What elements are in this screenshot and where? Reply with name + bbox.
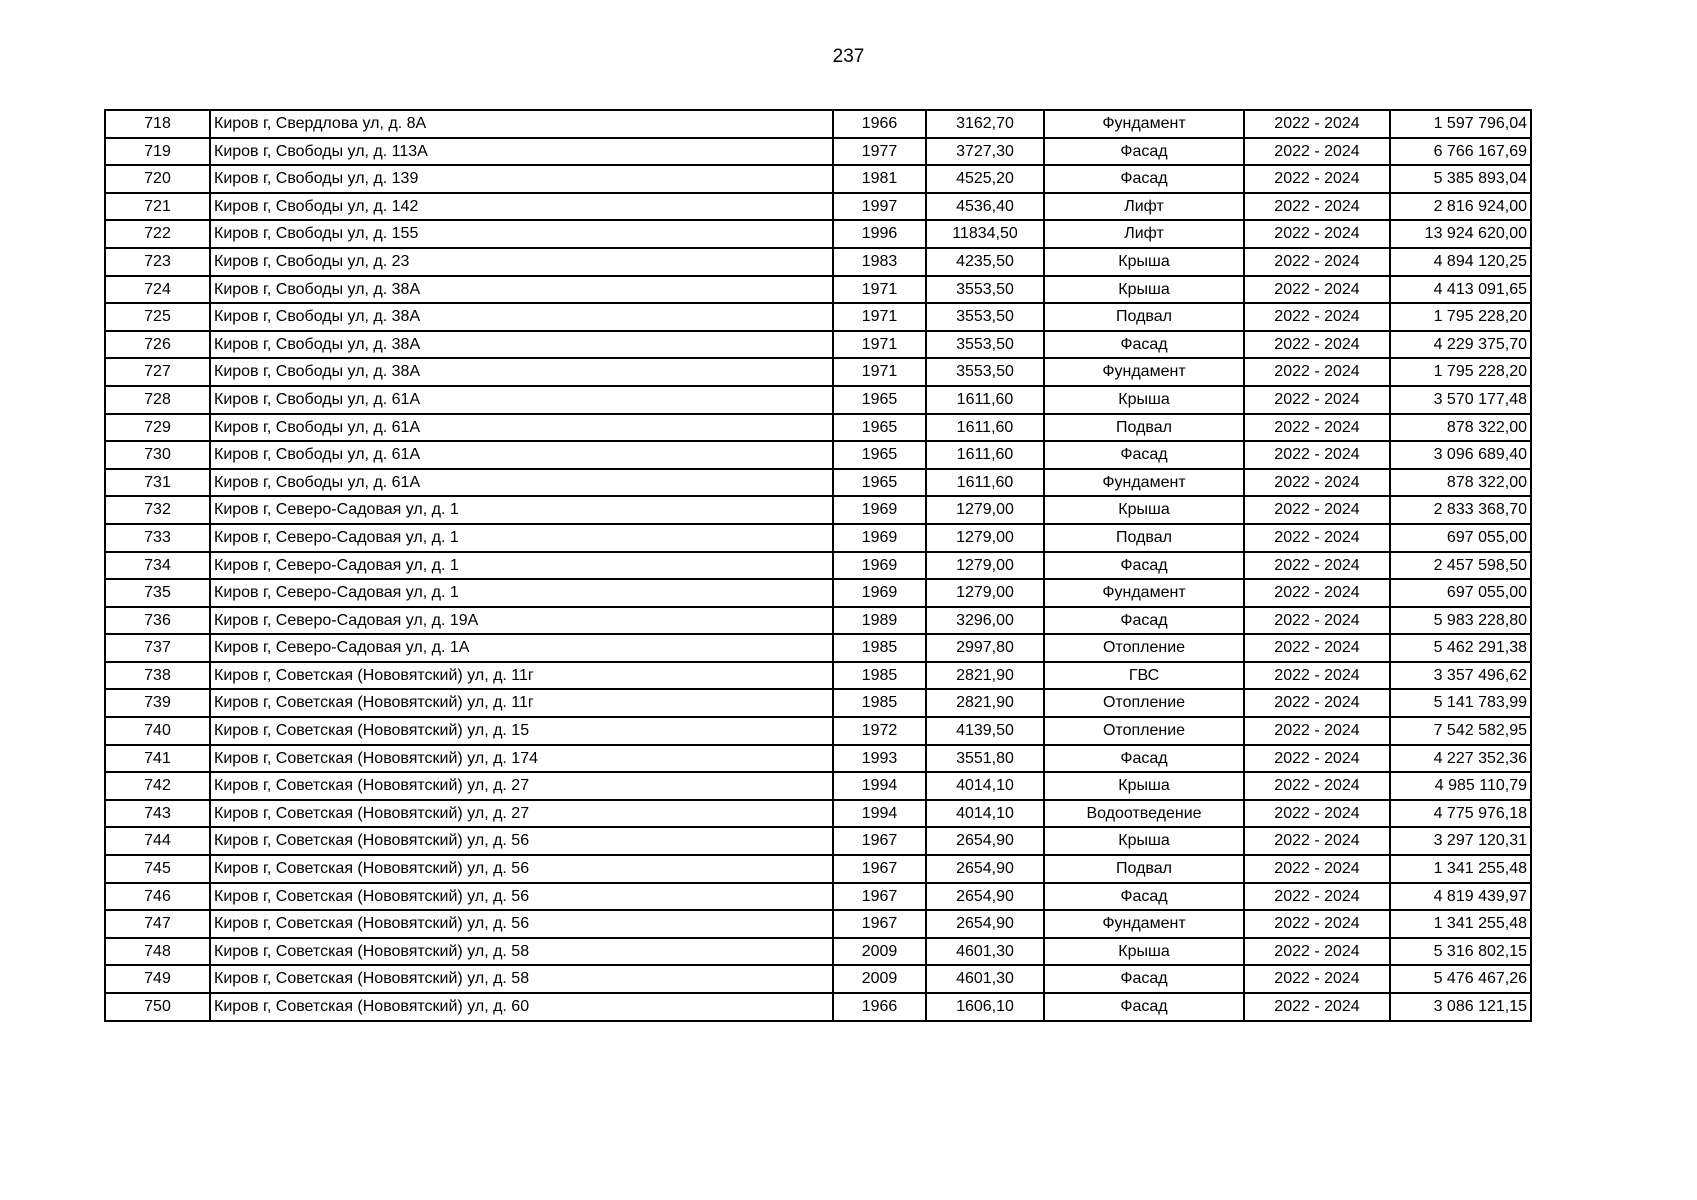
table-row xyxy=(105,110,1531,138)
address-cell: Киров г, Советская (Нововятский) ул, д. 56 xyxy=(210,883,833,911)
address-cell: Киров г, Советская (Нововятский) ул, д. 27 xyxy=(210,800,833,828)
area-cell: 2654,90 xyxy=(926,827,1044,855)
address-cell: Киров г, Советская (Нововятский) ул, д. 58 xyxy=(210,938,833,966)
row-number-cell: 737 xyxy=(105,634,210,662)
period-cell: 2022 - 2024 xyxy=(1244,772,1390,800)
address-cell: Киров г, Свободы ул, д. 61А xyxy=(210,414,833,442)
area-cell: 1606,10 xyxy=(926,993,1044,1021)
year-cell: 1971 xyxy=(833,303,926,331)
address-cell: Киров г, Северо-Садовая ул, д. 1 xyxy=(210,579,833,607)
cost-cell: 3 570 177,48 xyxy=(1390,386,1531,414)
cost-cell: 4 819 439,97 xyxy=(1390,883,1531,911)
table-row xyxy=(105,414,1531,442)
cost-cell: 4 775 976,18 xyxy=(1390,800,1531,828)
address-cell: Киров г, Свободы ул, д. 38А xyxy=(210,276,833,304)
year-cell: 1965 xyxy=(833,469,926,497)
address-cell: Киров г, Советская (Нововятский) ул, д. 27 xyxy=(210,772,833,800)
area-cell: 11834,50 xyxy=(926,220,1044,248)
table-row xyxy=(105,662,1531,690)
period-cell: 2022 - 2024 xyxy=(1244,579,1390,607)
address-cell: Киров г, Свободы ул, д. 38А xyxy=(210,303,833,331)
period-cell: 2022 - 2024 xyxy=(1244,855,1390,883)
work-type-cell: Отопление xyxy=(1044,634,1244,662)
year-cell: 1967 xyxy=(833,883,926,911)
year-cell: 1972 xyxy=(833,717,926,745)
table-row xyxy=(105,248,1531,276)
cost-cell: 1 341 255,48 xyxy=(1390,855,1531,883)
table-row xyxy=(105,552,1531,580)
year-cell: 1985 xyxy=(833,634,926,662)
work-type-cell: Фасад xyxy=(1044,165,1244,193)
cost-cell: 3 096 689,40 xyxy=(1390,441,1531,469)
cost-cell: 3 297 120,31 xyxy=(1390,827,1531,855)
period-cell: 2022 - 2024 xyxy=(1244,220,1390,248)
work-type-cell: Крыша xyxy=(1044,827,1244,855)
period-cell: 2022 - 2024 xyxy=(1244,965,1390,993)
period-cell: 2022 - 2024 xyxy=(1244,441,1390,469)
table-row xyxy=(105,276,1531,304)
area-cell: 4525,20 xyxy=(926,165,1044,193)
period-cell: 2022 - 2024 xyxy=(1244,662,1390,690)
area-cell: 1279,00 xyxy=(926,524,1044,552)
work-type-cell: Подвал xyxy=(1044,414,1244,442)
address-cell: Киров г, Свободы ул, д. 139 xyxy=(210,165,833,193)
area-cell: 3727,30 xyxy=(926,138,1044,166)
area-cell: 1611,60 xyxy=(926,469,1044,497)
area-cell: 1279,00 xyxy=(926,579,1044,607)
period-cell: 2022 - 2024 xyxy=(1244,800,1390,828)
table-row xyxy=(105,386,1531,414)
address-cell: Киров г, Свободы ул, д. 61А xyxy=(210,441,833,469)
cost-cell: 2 816 924,00 xyxy=(1390,193,1531,221)
table-row xyxy=(105,772,1531,800)
row-number-cell: 748 xyxy=(105,938,210,966)
cost-cell: 4 413 091,65 xyxy=(1390,276,1531,304)
period-cell: 2022 - 2024 xyxy=(1244,165,1390,193)
area-cell: 2654,90 xyxy=(926,910,1044,938)
work-type-cell: Фасад xyxy=(1044,745,1244,773)
row-number-cell: 723 xyxy=(105,248,210,276)
table-row xyxy=(105,303,1531,331)
cost-cell: 2 457 598,50 xyxy=(1390,552,1531,580)
work-type-cell: Фасад xyxy=(1044,993,1244,1021)
period-cell: 2022 - 2024 xyxy=(1244,276,1390,304)
year-cell: 1983 xyxy=(833,248,926,276)
cost-cell: 5 141 783,99 xyxy=(1390,689,1531,717)
year-cell: 1966 xyxy=(833,110,926,138)
row-number-cell: 739 xyxy=(105,689,210,717)
table-row xyxy=(105,800,1531,828)
work-type-cell: ГВС xyxy=(1044,662,1244,690)
work-type-cell: Крыша xyxy=(1044,386,1244,414)
year-cell: 1994 xyxy=(833,772,926,800)
address-cell: Киров г, Советская (Нововятский) ул, д. 56 xyxy=(210,910,833,938)
row-number-cell: 743 xyxy=(105,800,210,828)
work-type-cell: Крыша xyxy=(1044,248,1244,276)
table-row xyxy=(105,965,1531,993)
address-cell: Киров г, Северо-Садовая ул, д. 1 xyxy=(210,524,833,552)
period-cell: 2022 - 2024 xyxy=(1244,193,1390,221)
table-row xyxy=(105,193,1531,221)
row-number-cell: 750 xyxy=(105,993,210,1021)
page-number: 237 xyxy=(832,46,865,67)
period-cell: 2022 - 2024 xyxy=(1244,634,1390,662)
area-cell: 2821,90 xyxy=(926,662,1044,690)
row-number-cell: 725 xyxy=(105,303,210,331)
period-cell: 2022 - 2024 xyxy=(1244,910,1390,938)
period-cell: 2022 - 2024 xyxy=(1244,248,1390,276)
year-cell: 1969 xyxy=(833,524,926,552)
period-cell: 2022 - 2024 xyxy=(1244,607,1390,635)
row-number-cell: 729 xyxy=(105,414,210,442)
year-cell: 1967 xyxy=(833,910,926,938)
period-cell: 2022 - 2024 xyxy=(1244,524,1390,552)
cost-cell: 1 597 796,04 xyxy=(1390,110,1531,138)
table-row xyxy=(105,138,1531,166)
row-number-cell: 720 xyxy=(105,165,210,193)
table-row xyxy=(105,524,1531,552)
cost-cell: 5 476 467,26 xyxy=(1390,965,1531,993)
table-row xyxy=(105,717,1531,745)
area-cell: 1279,00 xyxy=(926,496,1044,524)
address-cell: Киров г, Свободы ул, д. 142 xyxy=(210,193,833,221)
work-type-cell: Подвал xyxy=(1044,303,1244,331)
table-row xyxy=(105,358,1531,386)
cost-cell: 1 341 255,48 xyxy=(1390,910,1531,938)
row-number-cell: 721 xyxy=(105,193,210,221)
area-cell: 2821,90 xyxy=(926,689,1044,717)
area-cell: 1611,60 xyxy=(926,386,1044,414)
period-cell: 2022 - 2024 xyxy=(1244,331,1390,359)
table-row xyxy=(105,827,1531,855)
work-type-cell: Водоотведение xyxy=(1044,800,1244,828)
cost-cell: 4 894 120,25 xyxy=(1390,248,1531,276)
work-type-cell: Фундамент xyxy=(1044,358,1244,386)
year-cell: 1969 xyxy=(833,552,926,580)
area-cell: 4014,10 xyxy=(926,772,1044,800)
table-row xyxy=(105,993,1531,1021)
work-type-cell: Фасад xyxy=(1044,331,1244,359)
area-cell: 3162,70 xyxy=(926,110,1044,138)
table-row xyxy=(105,220,1531,248)
row-number-cell: 741 xyxy=(105,745,210,773)
period-cell: 2022 - 2024 xyxy=(1244,469,1390,497)
work-type-cell: Крыша xyxy=(1044,772,1244,800)
year-cell: 1966 xyxy=(833,993,926,1021)
area-cell: 4536,40 xyxy=(926,193,1044,221)
table-row xyxy=(105,689,1531,717)
row-number-cell: 732 xyxy=(105,496,210,524)
table-body xyxy=(105,110,1531,1021)
period-cell: 2022 - 2024 xyxy=(1244,689,1390,717)
row-number-cell: 718 xyxy=(105,110,210,138)
row-number-cell: 731 xyxy=(105,469,210,497)
period-cell: 2022 - 2024 xyxy=(1244,358,1390,386)
area-cell: 4235,50 xyxy=(926,248,1044,276)
table-row xyxy=(105,469,1531,497)
area-cell: 3553,50 xyxy=(926,303,1044,331)
period-cell: 2022 - 2024 xyxy=(1244,386,1390,414)
work-type-cell: Фасад xyxy=(1044,607,1244,635)
row-number-cell: 745 xyxy=(105,855,210,883)
work-type-cell: Фасад xyxy=(1044,883,1244,911)
work-type-cell: Отопление xyxy=(1044,689,1244,717)
year-cell: 1985 xyxy=(833,662,926,690)
period-cell: 2022 - 2024 xyxy=(1244,496,1390,524)
address-cell: Киров г, Свободы ул, д. 38А xyxy=(210,331,833,359)
table-row xyxy=(105,883,1531,911)
row-number-cell: 722 xyxy=(105,220,210,248)
work-type-cell: Фасад xyxy=(1044,965,1244,993)
period-cell: 2022 - 2024 xyxy=(1244,414,1390,442)
area-cell: 3551,80 xyxy=(926,745,1044,773)
work-type-cell: Фасад xyxy=(1044,552,1244,580)
address-cell: Киров г, Северо-Садовая ул, д. 1А xyxy=(210,634,833,662)
cost-cell: 1 795 228,20 xyxy=(1390,303,1531,331)
work-type-cell: Фундамент xyxy=(1044,469,1244,497)
area-cell: 4014,10 xyxy=(926,800,1044,828)
address-cell: Киров г, Свободы ул, д. 155 xyxy=(210,220,833,248)
table-row xyxy=(105,910,1531,938)
row-number-cell: 735 xyxy=(105,579,210,607)
cost-cell: 5 462 291,38 xyxy=(1390,634,1531,662)
table-row xyxy=(105,855,1531,883)
work-type-cell: Крыша xyxy=(1044,496,1244,524)
area-cell: 1611,60 xyxy=(926,441,1044,469)
period-cell: 2022 - 2024 xyxy=(1244,303,1390,331)
address-cell: Киров г, Советская (Нововятский) ул, д. 58 xyxy=(210,965,833,993)
period-cell: 2022 - 2024 xyxy=(1244,993,1390,1021)
period-cell: 2022 - 2024 xyxy=(1244,717,1390,745)
work-type-cell: Крыша xyxy=(1044,276,1244,304)
address-cell: Киров г, Советская (Нововятский) ул, д. 11г xyxy=(210,662,833,690)
cost-cell: 878 322,00 xyxy=(1390,414,1531,442)
work-type-cell: Фасад xyxy=(1044,441,1244,469)
table-row xyxy=(105,607,1531,635)
period-cell: 2022 - 2024 xyxy=(1244,110,1390,138)
address-cell: Киров г, Свободы ул, д. 61А xyxy=(210,469,833,497)
table-row xyxy=(105,331,1531,359)
year-cell: 1981 xyxy=(833,165,926,193)
area-cell: 1611,60 xyxy=(926,414,1044,442)
work-type-cell: Фундамент xyxy=(1044,910,1244,938)
area-cell: 3553,50 xyxy=(926,276,1044,304)
period-cell: 2022 - 2024 xyxy=(1244,138,1390,166)
row-number-cell: 746 xyxy=(105,883,210,911)
cost-cell: 697 055,00 xyxy=(1390,579,1531,607)
row-number-cell: 726 xyxy=(105,331,210,359)
table-row xyxy=(105,634,1531,662)
year-cell: 1965 xyxy=(833,414,926,442)
area-cell: 3296,00 xyxy=(926,607,1044,635)
area-cell: 2654,90 xyxy=(926,883,1044,911)
area-cell: 2997,80 xyxy=(926,634,1044,662)
row-number-cell: 719 xyxy=(105,138,210,166)
table-row xyxy=(105,496,1531,524)
cost-cell: 878 322,00 xyxy=(1390,469,1531,497)
address-cell: Киров г, Советская (Нововятский) ул, д. 56 xyxy=(210,827,833,855)
address-cell: Киров г, Свободы ул, д. 23 xyxy=(210,248,833,276)
address-cell: Киров г, Северо-Садовая ул, д. 19А xyxy=(210,607,833,635)
row-number-cell: 744 xyxy=(105,827,210,855)
cost-cell: 4 227 352,36 xyxy=(1390,745,1531,773)
period-cell: 2022 - 2024 xyxy=(1244,827,1390,855)
area-cell: 3553,50 xyxy=(926,331,1044,359)
row-number-cell: 736 xyxy=(105,607,210,635)
period-cell: 2022 - 2024 xyxy=(1244,938,1390,966)
address-cell: Киров г, Советская (Нововятский) ул, д. 56 xyxy=(210,855,833,883)
area-cell: 4601,30 xyxy=(926,938,1044,966)
area-cell: 4139,50 xyxy=(926,717,1044,745)
table-row xyxy=(105,938,1531,966)
work-type-cell: Фундамент xyxy=(1044,579,1244,607)
year-cell: 1993 xyxy=(833,745,926,773)
year-cell: 1977 xyxy=(833,138,926,166)
work-type-cell: Подвал xyxy=(1044,855,1244,883)
row-number-cell: 734 xyxy=(105,552,210,580)
work-type-cell: Отопление xyxy=(1044,717,1244,745)
period-cell: 2022 - 2024 xyxy=(1244,552,1390,580)
year-cell: 2009 xyxy=(833,938,926,966)
year-cell: 1969 xyxy=(833,496,926,524)
cost-cell: 697 055,00 xyxy=(1390,524,1531,552)
repair-register-table xyxy=(104,109,1532,1022)
row-number-cell: 749 xyxy=(105,965,210,993)
row-number-cell: 727 xyxy=(105,358,210,386)
period-cell: 2022 - 2024 xyxy=(1244,883,1390,911)
row-number-cell: 740 xyxy=(105,717,210,745)
table-row xyxy=(105,441,1531,469)
work-type-cell: Крыша xyxy=(1044,938,1244,966)
address-cell: Киров г, Советская (Нововятский) ул, д. 174 xyxy=(210,745,833,773)
row-number-cell: 730 xyxy=(105,441,210,469)
address-cell: Киров г, Свободы ул, д. 113А xyxy=(210,138,833,166)
cost-cell: 4 985 110,79 xyxy=(1390,772,1531,800)
work-type-cell: Фундамент xyxy=(1044,110,1244,138)
work-type-cell: Лифт xyxy=(1044,193,1244,221)
cost-cell: 13 924 620,00 xyxy=(1390,220,1531,248)
row-number-cell: 738 xyxy=(105,662,210,690)
address-cell: Киров г, Советская (Нововятский) ул, д. 60 xyxy=(210,993,833,1021)
table-row xyxy=(105,579,1531,607)
cost-cell: 3 357 496,62 xyxy=(1390,662,1531,690)
year-cell: 1965 xyxy=(833,386,926,414)
year-cell: 1967 xyxy=(833,855,926,883)
year-cell: 1989 xyxy=(833,607,926,635)
address-cell: Киров г, Северо-Садовая ул, д. 1 xyxy=(210,552,833,580)
area-cell: 2654,90 xyxy=(926,855,1044,883)
cost-cell: 5 385 893,04 xyxy=(1390,165,1531,193)
row-number-cell: 724 xyxy=(105,276,210,304)
year-cell: 2009 xyxy=(833,965,926,993)
address-cell: Киров г, Свободы ул, д. 61А xyxy=(210,386,833,414)
row-number-cell: 747 xyxy=(105,910,210,938)
work-type-cell: Фасад xyxy=(1044,138,1244,166)
address-cell: Киров г, Северо-Садовая ул, д. 1 xyxy=(210,496,833,524)
period-cell: 2022 - 2024 xyxy=(1244,745,1390,773)
row-number-cell: 742 xyxy=(105,772,210,800)
cost-cell: 7 542 582,95 xyxy=(1390,717,1531,745)
year-cell: 1965 xyxy=(833,441,926,469)
year-cell: 1967 xyxy=(833,827,926,855)
cost-cell: 3 086 121,15 xyxy=(1390,993,1531,1021)
cost-cell: 4 229 375,70 xyxy=(1390,331,1531,359)
area-cell: 1279,00 xyxy=(926,552,1044,580)
year-cell: 1985 xyxy=(833,689,926,717)
address-cell: Киров г, Свердлова ул, д. 8А xyxy=(210,110,833,138)
table-row xyxy=(105,745,1531,773)
year-cell: 1996 xyxy=(833,220,926,248)
address-cell: Киров г, Советская (Нововятский) ул, д. 15 xyxy=(210,717,833,745)
year-cell: 1971 xyxy=(833,358,926,386)
year-cell: 1971 xyxy=(833,276,926,304)
work-type-cell: Подвал xyxy=(1044,524,1244,552)
row-number-cell: 728 xyxy=(105,386,210,414)
year-cell: 1971 xyxy=(833,331,926,359)
year-cell: 1994 xyxy=(833,800,926,828)
area-cell: 4601,30 xyxy=(926,965,1044,993)
cost-cell: 5 316 802,15 xyxy=(1390,938,1531,966)
cost-cell: 1 795 228,20 xyxy=(1390,358,1531,386)
row-number-cell: 733 xyxy=(105,524,210,552)
cost-cell: 2 833 368,70 xyxy=(1390,496,1531,524)
area-cell: 3553,50 xyxy=(926,358,1044,386)
work-type-cell: Лифт xyxy=(1044,220,1244,248)
cost-cell: 6 766 167,69 xyxy=(1390,138,1531,166)
address-cell: Киров г, Советская (Нововятский) ул, д. 11г xyxy=(210,689,833,717)
table-row xyxy=(105,165,1531,193)
year-cell: 1997 xyxy=(833,193,926,221)
year-cell: 1969 xyxy=(833,579,926,607)
address-cell: Киров г, Свободы ул, д. 38А xyxy=(210,358,833,386)
cost-cell: 5 983 228,80 xyxy=(1390,607,1531,635)
